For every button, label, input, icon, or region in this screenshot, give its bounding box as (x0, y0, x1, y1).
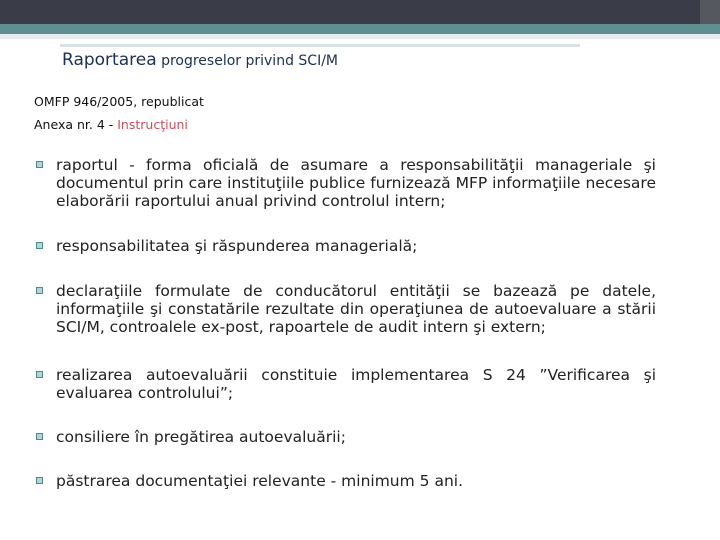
bullet-square-icon (36, 287, 43, 294)
slide-title-sub: progreselor privind SCI/M (156, 53, 338, 69)
title-underline (60, 44, 580, 47)
teal-accent-band (0, 24, 720, 34)
list-item-text: responsabilitatea şi răspunderea managerială; (56, 237, 418, 255)
list-item (36, 237, 656, 255)
source-reference (34, 94, 204, 109)
bullet-square-icon (36, 371, 43, 378)
bullet-square-icon (36, 242, 43, 249)
annex-accent: Instrucţiuni (117, 117, 188, 132)
list-item (36, 282, 656, 336)
list-item (36, 472, 656, 490)
list-item-text: raportul - forma oficială de asumare a responsabilităţii manageriale şi documentul prin care instituţiile publice furnizează MFP informaţiile necesare elaborării raportului anual privind controlul intern; (56, 156, 656, 210)
bullet-square-icon (36, 161, 43, 168)
top-dark-bar (0, 0, 720, 24)
list-item (36, 366, 656, 402)
source-line-1: OMFP 946/2005, republicat (34, 94, 204, 109)
bullet-square-icon (36, 477, 43, 484)
list-item-text: declaraţiile formulate de conducătorul entităţii se bazează pe datele, informaţiile şi constatările rezultate din operaţiunea de autoevaluare a stării SCI/M, controalele ex-post, rapoartele de audit intern şi extern; (56, 282, 656, 336)
list-item-text: realizarea autoevaluării constituie implementarea S 24 ”Verificarea şi evaluarea controlului”; (56, 366, 656, 402)
slide-title-main: Raportarea (62, 50, 157, 70)
slide-title (62, 50, 338, 70)
annex-reference (34, 117, 188, 132)
list-item-text: păstrarea documentaţiei relevante - minimum 5 ani. (56, 472, 464, 490)
top-bar-corner (700, 0, 720, 24)
bullet-square-icon (36, 433, 43, 440)
annex-prefix: Anexa nr. 4 - (34, 117, 118, 132)
list-item-text: consiliere în pregătirea autoevaluării; (56, 428, 346, 446)
list-item (36, 156, 656, 210)
light-divider (0, 34, 720, 39)
list-item (36, 428, 656, 446)
